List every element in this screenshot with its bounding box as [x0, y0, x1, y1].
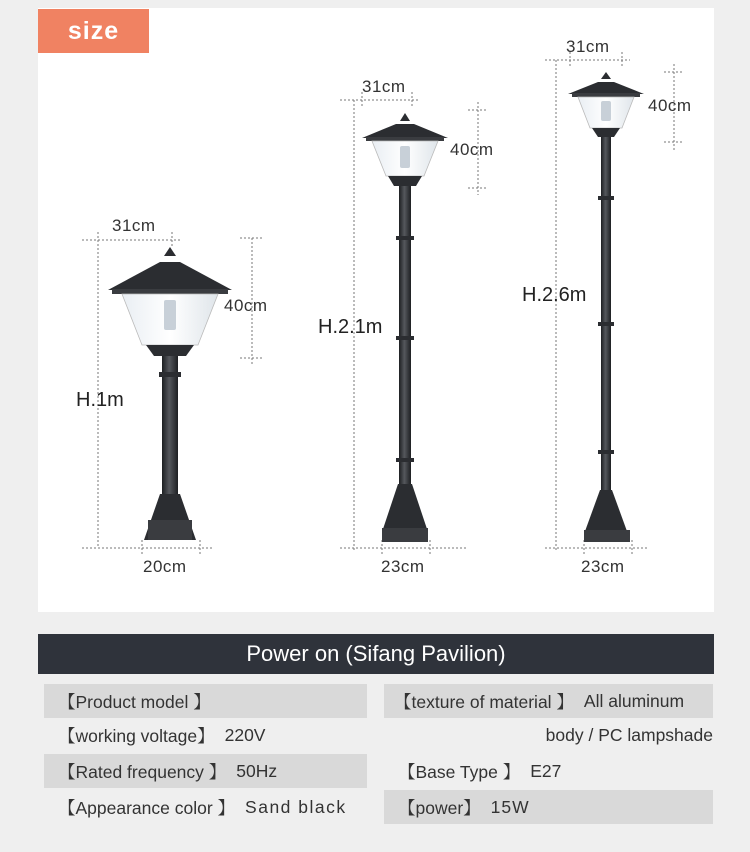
lamp2-base-width-label: 23cm	[381, 557, 425, 576]
spec-label: 【Product model 】	[58, 691, 211, 712]
lamp3-head-height-label: 40cm	[648, 96, 692, 115]
lamp2-total-height-label: H.2.1m	[318, 316, 383, 338]
spec-value: E27	[530, 760, 562, 781]
lamp2-width-label: 31cm	[362, 77, 406, 96]
spec-rated-frequency	[44, 754, 367, 788]
spec-value: 50Hz	[236, 760, 278, 781]
spec-value: Sand black	[245, 796, 347, 817]
spec-base-type	[384, 754, 713, 788]
spec-power	[384, 790, 713, 824]
lamp1-total-height-label: H.1m	[76, 389, 124, 411]
spec-value: All aluminum	[583, 690, 685, 711]
lamp3-base-width-label: 23cm	[581, 557, 625, 576]
spec-label: 【Appearance color 】	[58, 797, 236, 818]
lamp1-base-width-label: 20cm	[143, 557, 187, 576]
spec-title-bar: Power on (Sifang Pavilion)	[38, 634, 714, 674]
spec-value: body / PC lampshade	[545, 724, 713, 745]
spec-material	[384, 684, 713, 718]
lamp2-head-height-label: 40cm	[450, 140, 494, 159]
spec-value: 15W	[490, 796, 530, 817]
spec-appearance-color	[44, 790, 367, 824]
spec-value: 220V	[224, 724, 266, 745]
spec-product-model	[44, 684, 367, 718]
spec-label: 【power】	[398, 797, 481, 818]
lamp3-total-height-label: H.2.6m	[522, 284, 587, 306]
lamp1-head-height-label: 40cm	[224, 296, 268, 315]
lamp3-width-label: 31cm	[566, 37, 610, 56]
size-badge: size	[38, 9, 149, 53]
spec-working-voltage	[44, 718, 367, 752]
spec-label: 【Base Type 】	[398, 761, 521, 782]
spec-material-continued	[384, 718, 713, 752]
spec-label: 【texture of material 】	[394, 691, 574, 712]
lamp1-width-label: 31cm	[112, 216, 156, 235]
spec-label: 【Rated frequency 】	[58, 761, 227, 782]
spec-label: 【working voltage】	[58, 725, 215, 746]
